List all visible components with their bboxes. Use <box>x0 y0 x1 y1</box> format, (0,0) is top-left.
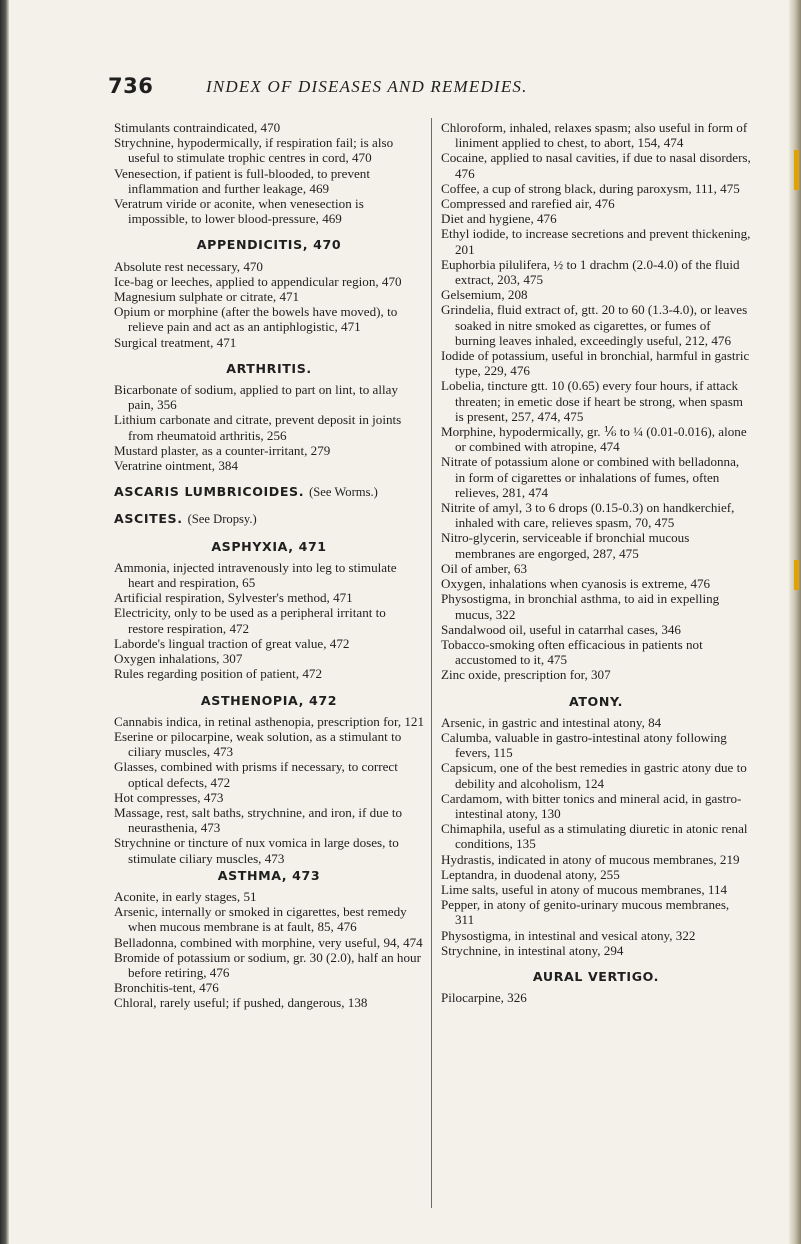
index-entry: Aconite, in early stages, 51 <box>114 888 257 904</box>
index-heading: APPENDICITIS, 470 <box>196 237 342 253</box>
index-entry: Chloral, rarely useful; if pushed, dangerous, 138 <box>114 995 368 1011</box>
index-entry: Stimulants contraindicated, 470 <box>114 120 281 135</box>
index-entry: Compressed and rarefied air, 476 <box>441 196 615 212</box>
index-entry: Tobacco-smoking often efficacious in patients not accustomed to it, 475 <box>441 636 703 668</box>
page-edge-tab <box>794 150 799 190</box>
index-entry: Hot compresses, 473 <box>114 789 224 805</box>
index-entry: Hydrastis, indicated in atony of mucous membranes, 219 <box>441 851 740 867</box>
running-title: INDEX OF DISEASES AND REMEDIES. <box>206 77 528 96</box>
index-entry: Cocaine, applied to nasal cavities, if due to nasal disorders, 476 <box>441 150 751 181</box>
index-entry: Laborde's lingual traction of great value, 472 <box>114 635 350 651</box>
page-edge-tab <box>794 560 799 590</box>
index-entry: Chimaphila, useful as a stimulating diuretic in atonic renal conditions, 135 <box>441 821 748 852</box>
index-entry: Oxygen, inhalations when cyanosis is extreme, 476 <box>441 576 711 592</box>
index-entry: Nitro-glycerin, serviceable if bronchial mucous membranes are engorged, 287, 475 <box>441 530 690 561</box>
index-entry: Arsenic, in gastric and intestinal atony, 84 <box>441 714 662 730</box>
index-entry: Absolute rest necessary, 470 <box>114 258 263 274</box>
index-entry: Opium or morphine (after the bowels have moved), to relieve pain and act as an antiphlogistic, 471 <box>114 304 398 335</box>
index-entry: Gelsemium, 208 <box>441 287 528 303</box>
index-entry: Massage, rest, salt baths, strychnine, and iron, if due to neurasthenia, 473 <box>114 804 402 836</box>
heading-text: ASCITES. <box>114 511 183 527</box>
index-entry: Capsicum, one of the best remedies in gastric atony due to debility and alcoholism, 124 <box>441 760 747 791</box>
index-entry: Veratrine ointment, 384 <box>114 458 238 474</box>
index-entry: Diet and hygiene, 476 <box>441 211 557 227</box>
index-entry: Ammonia, injected intravenously into leg to stimulate heart and respiration, 65 <box>114 559 397 591</box>
index-entry: Lime salts, useful in atony of mucous membranes, 114 <box>441 881 728 897</box>
index-entry: Physostigma, in bronchial asthma, to aid in expelling mucus, 322 <box>441 591 720 622</box>
index-entry: Lobelia, tincture gtt. 10 (0.65) every four hours, if attack threaten; in emetic dose if heart be strong, when spasm is present, 257, 474, 475 <box>441 378 743 424</box>
index-entry: Nitrate of potassium alone or combined with belladonna, in form of cigarettes or inhalations of fumes, often relieves, 281, 474 <box>441 454 740 500</box>
index-entry: Surgical treatment, 471 <box>114 334 237 350</box>
page-number: 736 <box>108 74 154 98</box>
index-entry: Glasses, combined with prisms if necessary, to correct optical defects, 472 <box>114 759 398 790</box>
index-entry: Zinc oxide, prescription for, 307 <box>441 667 611 683</box>
right-column <box>441 120 751 1005</box>
index-heading: ASPHYXIA, 471 <box>211 538 327 554</box>
index-entry: Rules regarding position of patient, 472 <box>114 666 323 682</box>
index-entry: Morphine, hypodermically, gr. ⅙ to ¼ (0.01-0.016), alone or combined with atropine, 474 <box>441 424 747 455</box>
index-entry: Pepper, in atony of genito-urinary mucous membranes, 311 <box>441 897 730 928</box>
index-entry: Arsenic, internally or smoked in cigarettes, best remedy when mucous membrane is at fault, 85, 476 <box>114 904 407 935</box>
index-entry: Strychnine, in intestinal atony, 294 <box>441 942 624 958</box>
index-entry: Iodide of potassium, useful in bronchial, harmful in gastric type, 229, 476 <box>441 348 750 379</box>
see-reference: (See Worms.) <box>309 485 378 500</box>
index-entry: Artificial respiration, Sylvester's method, 471 <box>114 590 353 606</box>
index-entry: Oxygen inhalations, 307 <box>114 651 243 667</box>
index-entry: Bronchitis-tent, 476 <box>114 980 219 996</box>
left-page-edge <box>0 0 9 1244</box>
index-entry: Grindelia, fluid extract of, gtt. 20 to 60 (1.3-4.0), or leaves soaked in nitre smoked as cigarettes, or fumes of burning leaves inhaled, exceedingly useful, 212, 476 <box>441 302 748 348</box>
heading-text: ASCARIS LUMBRICOIDES. <box>114 484 305 500</box>
index-entry: Sandalwood oil, useful in catarrhal cases, 346 <box>441 621 681 637</box>
index-entry: Calumba, valuable in gastro-intestinal atony following fevers, 115 <box>441 729 727 761</box>
index-entry: Cardamom, with bitter tonics and mineral acid, in gastro-intestinal atony, 130 <box>441 790 742 821</box>
index-heading: AURAL VERTIGO. <box>532 968 660 984</box>
see-reference: (See Dropsy.) <box>187 512 257 527</box>
index-entry: Electricity, only to be used as a peripheral irritant to restore respiration, 472 <box>114 605 386 636</box>
index-entry: Euphorbia pilulifera, ½ to 1 drachm (2.0-4.0) of the fluid extract, 203, 475 <box>441 256 740 288</box>
index-entry: Eserine or pilocarpine, weak solution, as a stimulant to ciliary muscles, 473 <box>114 728 402 760</box>
column-divider <box>431 118 432 1208</box>
index-heading: ASTHENOPIA, 472 <box>200 692 338 708</box>
index-entry: Magnesium sulphate or citrate, 471 <box>114 289 300 305</box>
index-entry: Strychnine, hypodermically, if respiration fail; is also useful to stimulate trophic centres in cord, 470 <box>114 135 394 166</box>
index-entry: Veratrum viride or aconite, when venesection is impossible, to lower blood-pressure, 469 <box>114 196 364 227</box>
index-entry: Leptandra, in duodenal atony, 255 <box>441 866 620 882</box>
index-entry: Physostigma, in intestinal and vesical atony, 322 <box>441 927 696 943</box>
index-entry: Pilocarpine, 326 <box>441 990 527 1006</box>
index-entry: Ice-bag or leeches, applied to appendicular region, 470 <box>114 273 402 289</box>
index-entry: Oil of amber, 63 <box>441 560 528 576</box>
index-entry: Nitrite of amyl, 3 to 6 drops (0.15-0.3) on handkerchief, inhaled with care, relieves spasm, 70, 475 <box>441 500 735 531</box>
index-entry: Venesection, if patient is full-blooded, to prevent inflammation and further leakage, 469 <box>114 165 370 196</box>
index-entry: Ethyl iodide, to increase secretions and prevent thickening, 201 <box>441 226 751 257</box>
index-heading: ATONY. <box>568 693 624 709</box>
index-entry: Cannabis indica, in retinal asthenopia, prescription for, 121 <box>114 713 425 729</box>
index-heading <box>114 484 424 500</box>
index-entry: Mustard plaster, as a counter-irritant, 279 <box>114 442 331 458</box>
index-entry: Strychnine or tincture of nux vomica in large doses, to stimulate ciliary muscles, 473 <box>114 835 399 866</box>
index-entry: Chloroform, inhaled, relaxes spasm; also useful in form of liniment applied to chest, to abort, 154, 474 <box>441 120 748 151</box>
index-heading: ASTHMA, 473 <box>217 867 321 883</box>
left-column <box>114 120 424 1011</box>
index-entry: Belladonna, combined with morphine, very useful, 94, 474 <box>114 934 423 950</box>
index-entry: Bicarbonate of sodium, applied to part on lint, to allay pain, 356 <box>114 382 398 413</box>
index-entry: Coffee, a cup of strong black, during paroxysm, 111, 475 <box>441 180 740 196</box>
index-entry: Lithium carbonate and citrate, prevent deposit in joints from rheumatoid arthritis, 256 <box>114 412 402 443</box>
index-heading <box>114 511 424 527</box>
page-header <box>108 72 732 98</box>
index-heading: ARTHRITIS. <box>226 360 312 376</box>
index-entry: Bromide of potassium or sodium, gr. 30 (2.0), half an hour before retiring, 476 <box>114 949 421 980</box>
